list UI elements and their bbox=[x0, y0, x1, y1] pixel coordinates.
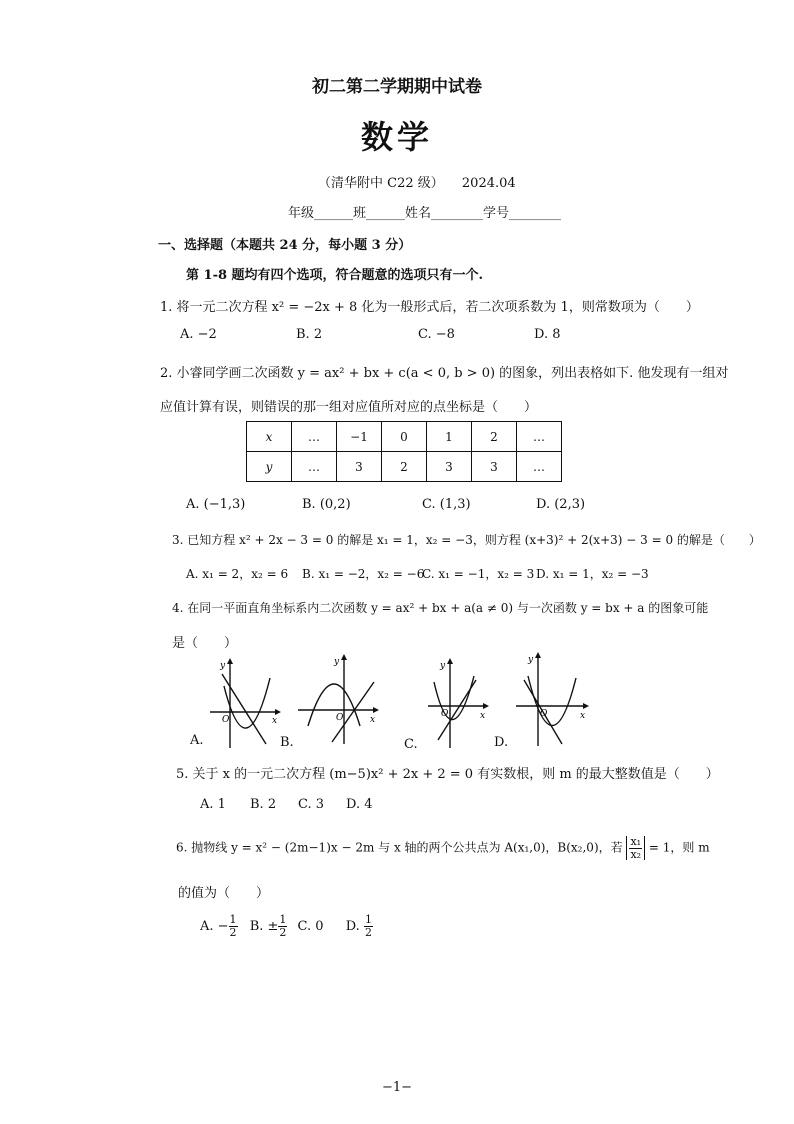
q5-option-c: C. 3 bbox=[298, 797, 325, 812]
graph-option-a bbox=[206, 656, 282, 752]
axis-y-label: y bbox=[220, 661, 226, 671]
question-6-line2: 的值为（ ） bbox=[178, 886, 270, 901]
q1-option-d: D. 8 bbox=[534, 327, 561, 342]
question-4-line2: 是（ ） bbox=[172, 636, 238, 651]
table-cell: 1 bbox=[427, 422, 472, 452]
origin-label: O bbox=[540, 709, 548, 719]
ratio-fraction bbox=[626, 836, 645, 860]
q2-option-c: C. (1,3) bbox=[422, 497, 471, 512]
exam-title: 初二第二学期期中试卷 bbox=[312, 77, 482, 97]
q6-option-b-prefix: B. ± bbox=[249, 918, 279, 934]
q2-option-d: D. (2,3) bbox=[536, 497, 586, 512]
subject-title: 数学 bbox=[360, 118, 433, 156]
graph-option-c bbox=[424, 656, 490, 752]
parabola bbox=[224, 678, 270, 728]
q6-option-d bbox=[345, 913, 373, 939]
table-cell: 2 bbox=[472, 422, 517, 452]
section-instruction: 第 1-8 题均有四个选项，符合题意的选项只有一个. bbox=[186, 268, 484, 283]
q6-options bbox=[200, 914, 373, 938]
exam-date: 2024.04 bbox=[461, 176, 516, 191]
q1-option-a: A. −2 bbox=[180, 327, 217, 342]
graph-option-b bbox=[294, 652, 380, 748]
origin-label: O bbox=[222, 715, 230, 725]
question-5-text: 5. 关于 x 的一元二次方程 (m−5)x² + 2x + 2 = 0 有实数根，则 m 的最大整数值是（ ） bbox=[176, 767, 719, 782]
fraction-denominator: 2 bbox=[229, 925, 237, 939]
q3-option-b: B. x₁ = −2，x₂ = −6 bbox=[302, 567, 425, 581]
q6-option-b-fraction bbox=[278, 914, 287, 938]
axis-x-label: x bbox=[480, 711, 486, 721]
q5-option-b: B. 2 bbox=[250, 797, 277, 812]
question-4-line1: 4. 在同一平面直角坐标系内二次函数 y = ax² + bx + a(a ≠ 0) 与一次函数 y = bx + a 的图象可能 bbox=[172, 601, 709, 615]
fraction-numerator: 1 bbox=[364, 913, 372, 926]
school-name: （清华附中 C22 级） bbox=[318, 176, 444, 191]
line-graph bbox=[332, 682, 374, 742]
table-cell: y bbox=[247, 452, 292, 482]
parabola bbox=[308, 684, 360, 726]
fraction-denominator: 2 bbox=[279, 925, 287, 939]
page-number: −1− bbox=[381, 1080, 413, 1095]
question-2-line1: 2. 小睿同学画二次函数 y = ax² + bx + c(a < 0, b > 0) 的图象，列出表格如下. 他发现有一组对 bbox=[160, 366, 729, 381]
value-table bbox=[246, 421, 562, 482]
table-cell: 3 bbox=[337, 452, 382, 482]
axis-x-label: x bbox=[370, 715, 376, 725]
q1-option-c: C. −8 bbox=[418, 327, 455, 342]
question-1-text: 1. 将一元二次方程 x² = −2x + 8 化为一般形式后，若二次项系数为 1，则常数项为（ ） bbox=[160, 300, 699, 315]
q6-option-a bbox=[200, 913, 242, 939]
question-6-text-b: = 1，则 m bbox=[648, 840, 710, 855]
table-cell: … bbox=[292, 422, 337, 452]
fraction-denominator: x₂ bbox=[630, 847, 642, 861]
q6-option-c: C. 0 bbox=[297, 918, 324, 934]
fraction-denominator: 2 bbox=[364, 925, 372, 939]
question-6-line1 bbox=[176, 836, 710, 860]
q6-option-a-prefix: A. − bbox=[200, 918, 229, 934]
student-info-line: 年级______班______姓名________学号________ bbox=[288, 206, 562, 221]
table-cell: −1 bbox=[337, 422, 382, 452]
school-line bbox=[318, 172, 516, 191]
q3-option-a: A. x₁ = 2，x₂ = 6 bbox=[186, 567, 289, 581]
graph-label-b: B. bbox=[280, 735, 294, 750]
question-3-text: 3. 已知方程 x² + 2x − 3 = 0 的解是 x₁ = 1，x₂ = −3，则方程 (x+3)² + 2(x+3) − 3 = 0 的解是（ ） bbox=[172, 533, 761, 547]
fraction-numerator: x₁ bbox=[630, 835, 642, 848]
axis-x-label: x bbox=[580, 711, 586, 721]
table-cell: … bbox=[517, 422, 562, 452]
q5-option-d: D. 4 bbox=[346, 797, 373, 812]
table-row-x bbox=[247, 422, 562, 452]
line-graph bbox=[222, 674, 266, 744]
q2-option-a: A. (−1,3) bbox=[186, 497, 246, 512]
table-cell: 3 bbox=[472, 452, 517, 482]
graph-label-a: A. bbox=[190, 733, 204, 748]
q1-option-b: B. 2 bbox=[296, 327, 323, 342]
q5-option-a: A. 1 bbox=[200, 797, 226, 812]
axis-x-label: x bbox=[272, 716, 278, 726]
table-cell: 2 bbox=[382, 452, 427, 482]
graph-label-d: D. bbox=[494, 735, 509, 750]
origin-label: O bbox=[336, 713, 344, 723]
q3-option-c: C. x₁ = −1，x₂ = 3 bbox=[422, 567, 535, 581]
table-row-y bbox=[247, 452, 562, 482]
table-cell: 0 bbox=[382, 422, 427, 452]
section-heading: 一、选择题（本题共 24 分，每小题 3 分） bbox=[158, 238, 412, 253]
question-6-text-a: 6. 抛物线 y = x² − (2m−1)x − 2m 与 x 轴的两个公共点为 A(x₁,0)，B(x₂,0)，若 bbox=[176, 840, 623, 855]
graph-option-d bbox=[512, 650, 590, 750]
table-cell: 3 bbox=[427, 452, 472, 482]
parabola bbox=[434, 676, 474, 720]
table-cell: … bbox=[517, 452, 562, 482]
axis-y-label: y bbox=[528, 655, 534, 665]
q6-option-d-fraction bbox=[364, 914, 373, 938]
question-2-line2: 应值计算有误，则错误的那一组对应值所对应的点坐标是（ ） bbox=[160, 400, 538, 415]
table-cell: x bbox=[247, 422, 292, 452]
graph-label-c: C. bbox=[404, 737, 418, 752]
q6-option-b bbox=[249, 913, 292, 939]
parabola bbox=[528, 676, 576, 726]
table-cell: … bbox=[292, 452, 337, 482]
axis-y-label: y bbox=[334, 657, 340, 667]
q6-option-d-prefix: D. bbox=[345, 918, 360, 934]
fraction-numerator: 1 bbox=[279, 913, 287, 926]
origin-label: O bbox=[441, 709, 449, 719]
q2-option-b: B. (0,2) bbox=[302, 497, 351, 512]
q3-option-d: D. x₁ = 1，x₂ = −3 bbox=[536, 567, 649, 581]
q6-option-a-fraction bbox=[229, 914, 238, 938]
fraction-numerator: 1 bbox=[229, 913, 237, 926]
axis-y-label: y bbox=[440, 661, 446, 671]
